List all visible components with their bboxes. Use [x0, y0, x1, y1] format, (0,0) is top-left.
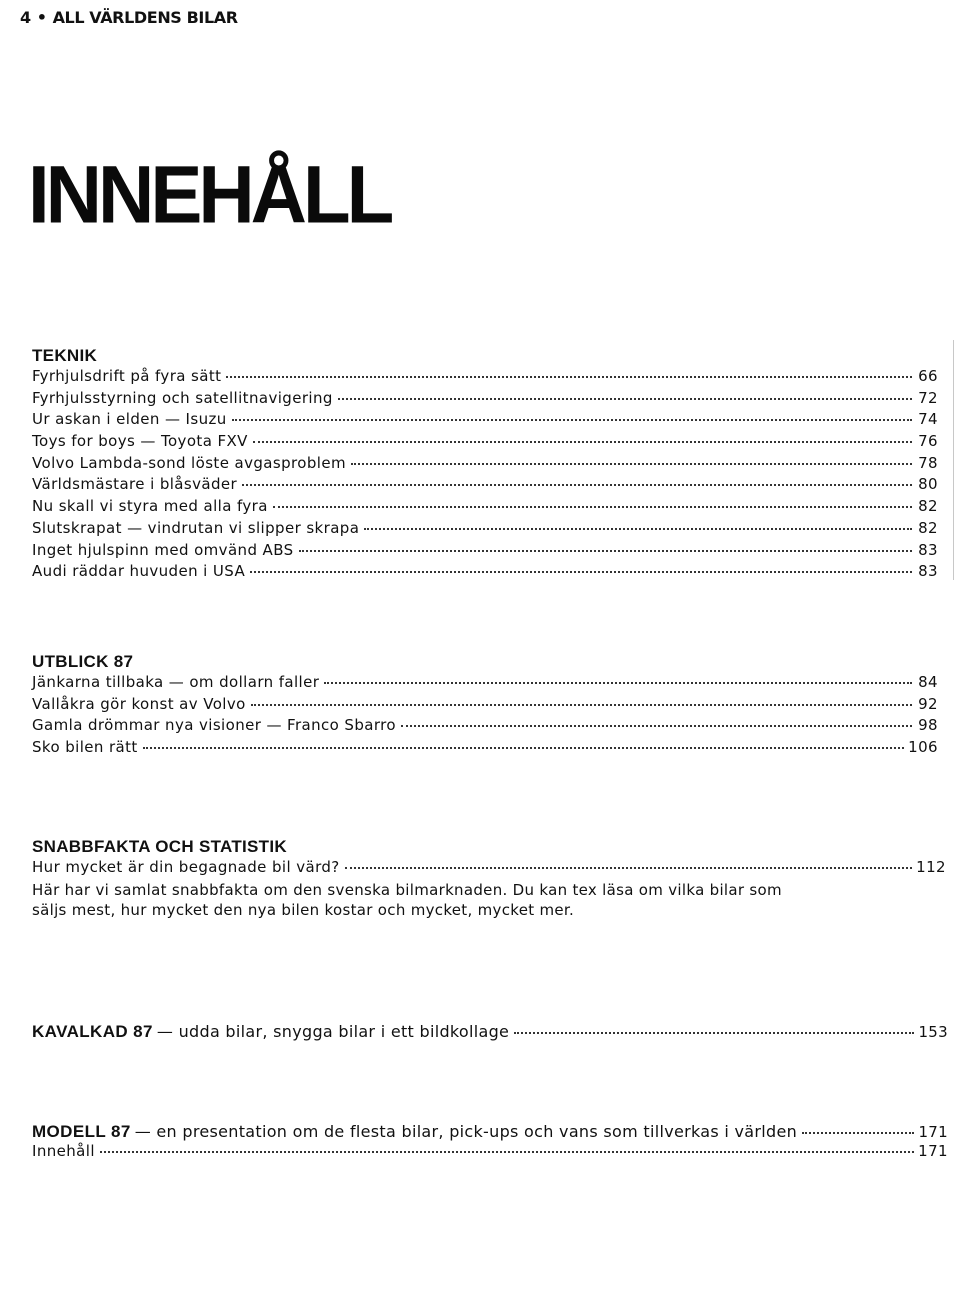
toc-entry-page: 72: [918, 388, 938, 407]
toc-entry[interactable]: [32, 541, 938, 563]
toc-entry[interactable]: [32, 716, 938, 738]
page-title: INNEHÅLL: [28, 147, 391, 241]
dot-leader: [253, 441, 912, 443]
toc-entry-title: Toys for boys — Toyota FXV: [32, 432, 248, 451]
toc-entry[interactable]: [32, 1122, 948, 1142]
toc-entry-title: Volvo Lambda-sond löste avgasproblem: [32, 453, 346, 472]
dot-leader: [232, 419, 912, 421]
toc-entry-title: Vallåkra gör konst av Volvo: [32, 694, 246, 713]
section-utblick: [32, 652, 938, 760]
bullet: •: [36, 8, 47, 27]
dot-leader: [351, 463, 912, 465]
dot-leader: [802, 1132, 914, 1134]
toc-entry-page: 171: [918, 1142, 948, 1160]
publication-title: ALL VÄRLDENS BILAR: [52, 8, 238, 27]
dot-leader: [273, 506, 912, 508]
section-teknik: [32, 346, 938, 584]
toc-entry-title: Ur askan i elden — Isuzu: [32, 410, 227, 429]
section-kavalkad: [32, 1022, 948, 1042]
dot-leader: [364, 528, 912, 530]
dot-leader: [324, 682, 912, 684]
dot-leader: [242, 484, 912, 486]
toc-entry-page: 74: [918, 410, 938, 429]
toc-entry-title: — en presentation om de flesta bilar, pick-ups och vans som tillverkas i världen: [134, 1122, 798, 1141]
dot-leader: [226, 376, 912, 378]
dot-leader: [143, 747, 904, 749]
toc-entry[interactable]: [32, 367, 938, 389]
toc-entry-title: Fyrhjulsstyrning och satellitnavigering: [32, 388, 333, 407]
toc-entry-page: 106: [908, 738, 938, 757]
dot-leader: [514, 1032, 914, 1034]
dot-leader: [345, 867, 912, 869]
toc-entry-page: 153: [918, 1023, 948, 1041]
toc-entry[interactable]: [32, 475, 938, 497]
page-crease: [953, 340, 954, 580]
toc-entry-title: — udda bilar, snygga bilar i ett bildkollage: [156, 1022, 510, 1041]
toc-entry-page: 78: [918, 453, 938, 472]
toc-entry-page: 83: [918, 540, 938, 559]
toc-entry-title: Fyrhjulsdrift på fyra sätt: [32, 367, 222, 385]
toc-entry-title: Gamla drömmar nya visioner — Franco Sbarro: [32, 716, 396, 735]
running-head: [20, 8, 238, 27]
toc-entry-page: 82: [918, 497, 938, 516]
toc-entry-title: Jänkarna tillbaka — om dollarn faller: [32, 673, 320, 691]
toc-list: [32, 673, 938, 760]
toc-entry-title: Sko bilen rätt: [32, 738, 138, 757]
section-heading: UTBLICK 87: [32, 652, 134, 671]
dot-leader: [251, 704, 912, 706]
toc-entry-title: Innehåll: [32, 1142, 95, 1160]
toc-entry-page: 92: [918, 694, 938, 713]
toc-list: [32, 367, 938, 584]
toc-entry-title: Nu skall vi styra med alla fyra: [32, 497, 268, 516]
dot-leader: [250, 571, 912, 573]
toc-entry-page: 76: [918, 432, 938, 451]
toc-entry[interactable]: [32, 562, 938, 584]
dot-leader: [401, 725, 912, 727]
toc-entry-title: Världsmästare i blåsväder: [32, 475, 238, 494]
toc-entry-page: 171: [918, 1123, 948, 1141]
toc-entry-page: 112: [916, 858, 946, 876]
section-description: Här har vi samlat snabbfakta om den svenska bilmarknaden. Du kan tex läsa om vilka bilar som säljs mest, hur mycket den nya bilen kostar och mycket, mycket mer.: [32, 880, 782, 919]
toc-entry[interactable]: [32, 738, 938, 760]
section-snabbfakta: [32, 837, 946, 920]
toc-entry[interactable]: [32, 389, 938, 411]
toc-entry-page: 82: [918, 518, 938, 537]
dot-leader: [100, 1151, 914, 1153]
toc-entry[interactable]: [32, 695, 938, 717]
toc-entry-page: 66: [918, 367, 938, 385]
toc-entry-page: 98: [918, 716, 938, 735]
toc-entry-page: 80: [918, 475, 938, 494]
toc-entry[interactable]: [32, 432, 938, 454]
toc-entry[interactable]: [32, 1142, 948, 1164]
toc-entry[interactable]: [32, 858, 946, 880]
toc-entry-title: Hur mycket är din begagnade bil värd?: [32, 858, 340, 876]
page-number: 4: [20, 8, 31, 27]
toc-entry[interactable]: [32, 1022, 948, 1042]
dot-leader: [299, 550, 912, 552]
toc-entry-title: Audi räddar huvuden i USA: [32, 562, 246, 581]
toc-entry[interactable]: [32, 673, 938, 695]
toc-entry[interactable]: [32, 519, 938, 541]
toc-entry[interactable]: [32, 454, 938, 476]
toc-entry-page: 83: [918, 562, 938, 581]
toc-entry-title: Slutskrapat — vindrutan vi slipper skrapa: [32, 518, 360, 537]
dot-leader: [338, 398, 912, 400]
section-heading: KAVALKAD 87: [32, 1022, 153, 1041]
toc-entry[interactable]: [32, 410, 938, 432]
section-modell: [32, 1122, 948, 1164]
toc-entry-page: 84: [918, 673, 938, 691]
toc-entry[interactable]: [32, 497, 938, 519]
section-heading: SNABBFAKTA OCH STATISTIK: [32, 837, 287, 856]
section-heading: TEKNIK: [32, 346, 98, 365]
section-heading: MODELL 87: [32, 1122, 131, 1141]
toc-entry-title: Inget hjulspinn med omvänd ABS: [32, 540, 294, 559]
